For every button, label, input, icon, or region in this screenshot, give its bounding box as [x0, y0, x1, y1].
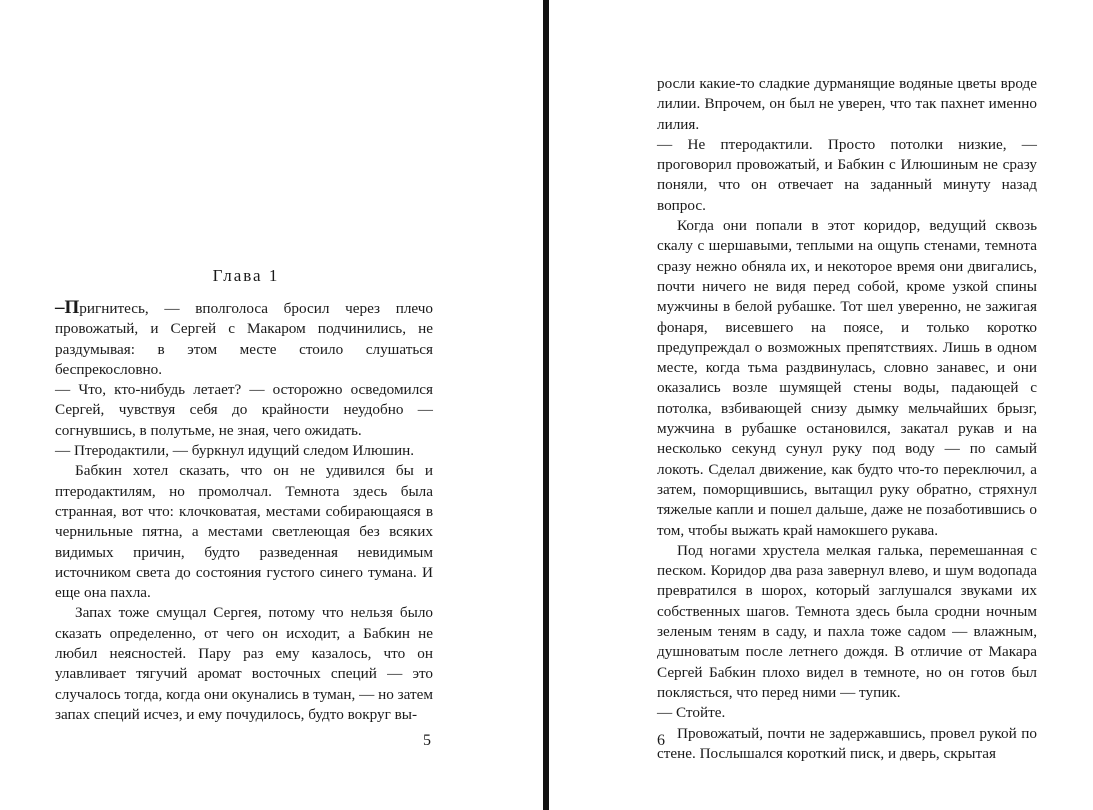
paragraph: — Что, кто-нибудь летает? — осторожно осведомился Сергей, чувствуя себя до крайности неудобно — согнувшись, в полутьме, не зная, чего ожидать. — [55, 381, 433, 439]
paragraph: Под ногами хрустела мелкая галька, перемешанная с песком. Коридор два раза завернул влево, и шум водопада превратился в шорох, который заглушался звуками их собственных шагов. Темнота здесь была сродни ночным зеленым теням в саду, и пахла тоже садом — влажным, душноватым после летнего дождя. В отличие от Макара Сергей Бабкин плохо видел в темноте, но он готов был поклясться, что перед ними — тупик. — [657, 541, 1037, 701]
first-paragraph-text: ригнитесь, — вполголоса бросил через плечо провожатый, и Сергей с Макаром подчинились, не раздумывая: в этом месте стоило слушаться беспрекословно. — [55, 300, 433, 378]
right-page-text — [657, 74, 1037, 764]
paragraph: Запах тоже смущал Сергея, потому что нельзя было сказать определенно, от чего он исходит, а Бабкин не любил неясностей. Пару раз ему казалось, что он улавливает тягучий аромат восточных специй — это случалось тогда, когда они окунались в туман, — но затем запах специй исчез, и ему почудилось, будто вокруг вы- — [55, 604, 433, 723]
first-paragraph — [55, 298, 433, 380]
continuation-paragraph: росли какие-то сладкие дурманящие водяные цветы вроде лилии. Впрочем, он был не уверен, что так пахнет именно лилия. — [657, 75, 1037, 133]
left-page-text — [55, 298, 433, 725]
page-number: 6 — [657, 732, 665, 749]
paragraph: Бабкин хотел сказать, что он не удивился бы и птеродактилям, но промолчал. Темнота здесь была странная, вот что: клочковатая, местами собирающаяся в чернильные пятна, а местами светлеющая без всяких видимых причин, будто разведенная невидимым источником света до состояния густого синего тумана. И еще она пахла. — [55, 462, 433, 602]
paragraph: — Стойте. — [657, 704, 726, 722]
left-page — [0, 0, 543, 810]
chapter-title: Глава 1 — [212, 266, 280, 285]
drop-cap: –П — [55, 297, 80, 318]
page-number: 5 — [423, 732, 431, 749]
paragraph: Провожатый, почти не задержавшись, провел рукой по стене. Послышался короткий писк, и дверь, скрытая — [657, 724, 1037, 762]
paragraph: — Птеродактили, — буркнул идущий следом Илюшин. — [55, 442, 415, 460]
right-page — [549, 0, 1093, 810]
paragraph: — Не птеродактили. Просто потолки низкие, — проговорил провожатый, и Бабкин с Илюшиным не сразу поняли, что он отвечает на заданный минуту назад вопрос. — [657, 135, 1037, 214]
paragraph: Когда они попали в этот коридор, ведущий сквозь скалу с шершавыми, теплыми на ощупь стенами, темнота сразу нежно обняла их, и некоторое время они двигались, почти ничего не видя перед собой, кроме узкой спины мужчины в белой рубашке. Тот шел уверенно, не зажигая фонаря, висевшего на поясе, и только коротко предупреждал о возможных препятствиях. Лишь в одном месте, когда тьма раздвинулась, словно занавес, и они оказались возле шумящей стены воды, падающей с потолка, взбивающей снизу дымку мельчайших брызг, мужчина в рубашке остановился, закатал рукав и на несколько секунд сунул руку под воду — по самый локоть. Сделал движение, как будто что-то переключил, а затем, поморщившись, вытащил руку обратно, стряхнул тяжелые капли и пошел дальше, даже не позаботившись о том, чтобы выжать край намокшего рукава. — [657, 217, 1037, 539]
